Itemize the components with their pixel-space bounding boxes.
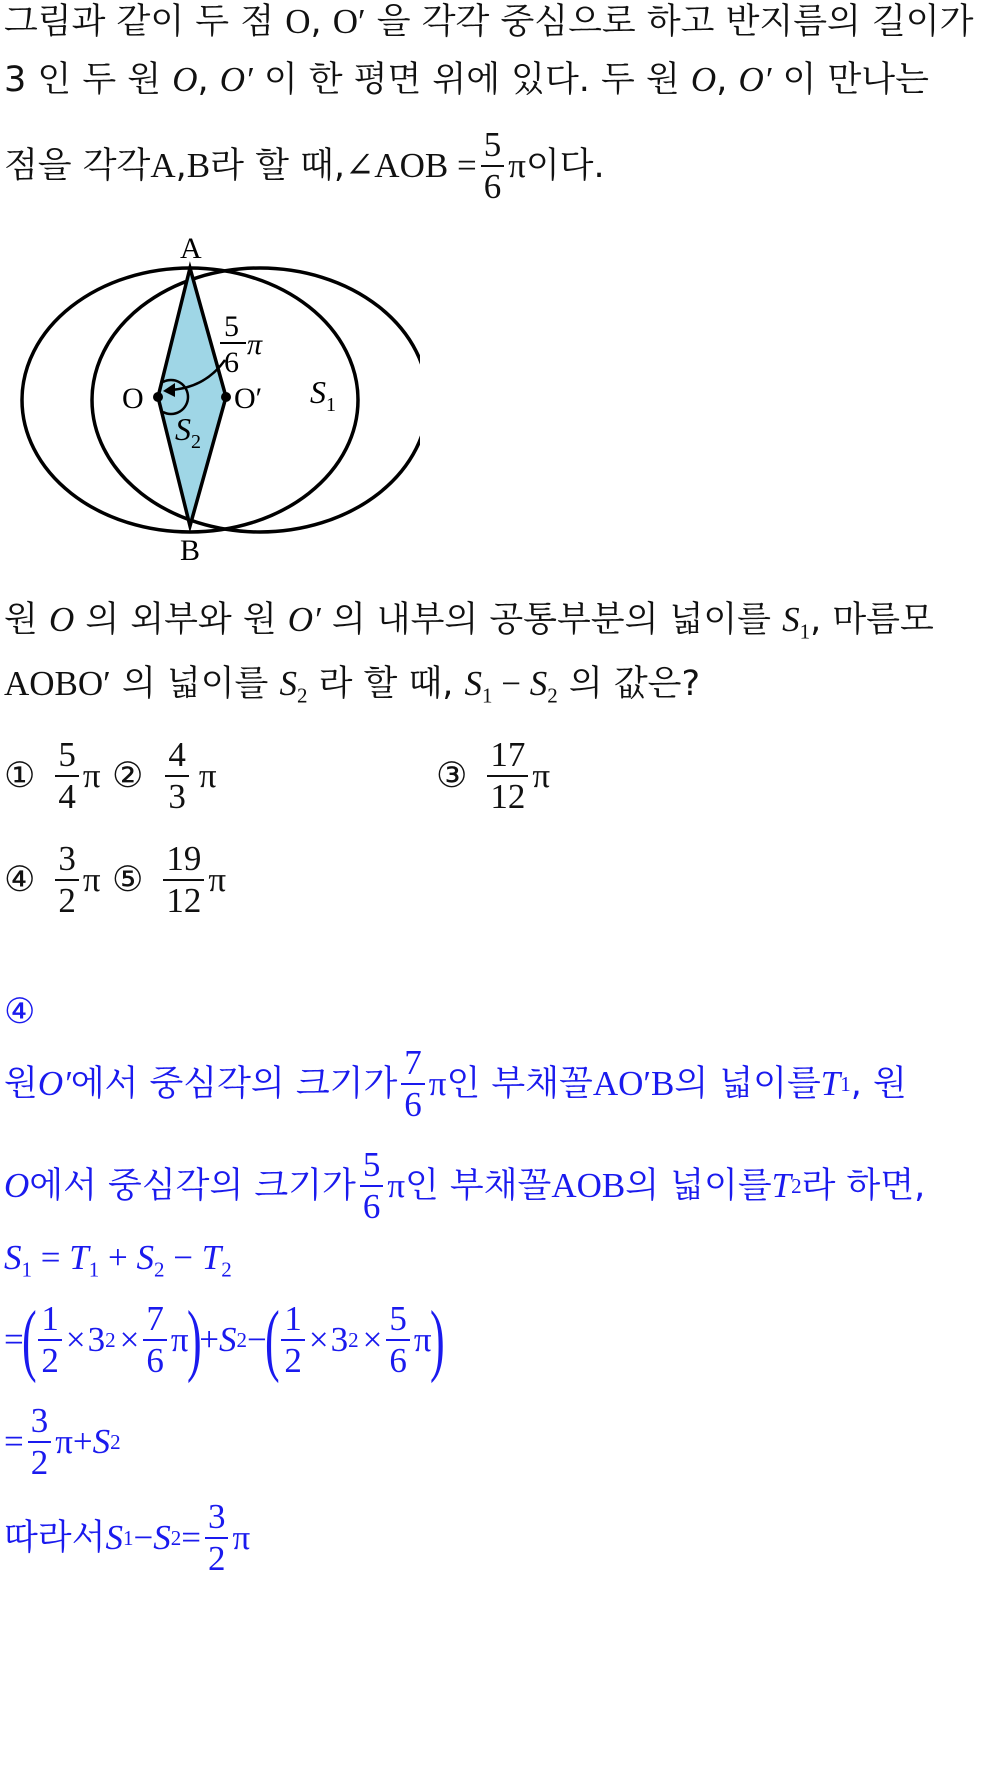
numerator: 3 — [205, 1497, 229, 1539]
pi-symbol: π — [198, 756, 217, 795]
plus-sign: + — [99, 1238, 137, 1277]
denominator: 2 — [284, 1341, 302, 1380]
fraction-1-2 — [38, 1299, 62, 1381]
numerator: 7 — [401, 1043, 425, 1085]
base: 3 — [87, 1320, 106, 1359]
circle-o-label: O — [690, 60, 717, 99]
subscript: 2 — [547, 683, 558, 708]
equals-sign: = — [32, 1238, 70, 1277]
choice-4[interactable] — [4, 836, 101, 924]
label-o: O — [122, 382, 144, 415]
text: 라 할 때, — [210, 146, 345, 186]
solution-line-5: = $\frac{3}{2}$ π + S 2 — [4, 1401, 121, 1482]
circle-o-prime-label: O′ — [37, 1064, 71, 1103]
choice-marker: ③ — [436, 756, 468, 796]
angle-label-denominator: 6 — [224, 346, 239, 379]
s2-letter: S — [175, 411, 191, 447]
text: 라 할 때, — [307, 664, 465, 704]
fraction-3-2 — [205, 1497, 229, 1579]
point-o — [153, 392, 163, 402]
angle-aob-expression: ∠AOB = — [344, 146, 477, 185]
text: 인 부채꼴 — [405, 1166, 552, 1206]
text: 이 만나는 — [771, 60, 929, 100]
fraction-7-6 — [143, 1299, 167, 1381]
point-a-label: A — [150, 146, 176, 185]
times-sign: × — [119, 1320, 140, 1359]
minus-sign: − — [164, 1238, 202, 1277]
equals-sign: = — [4, 1320, 24, 1359]
pi-symbol: π — [55, 1422, 73, 1461]
s-symbol: S — [279, 664, 297, 703]
circle-o-label: O — [172, 60, 198, 99]
fraction-5-6 — [360, 1145, 384, 1227]
equals-sign: = — [181, 1518, 201, 1557]
fraction — [487, 735, 528, 817]
base: 3 — [330, 1320, 349, 1359]
numerator: 19 — [163, 839, 204, 881]
fraction — [165, 735, 189, 817]
rhombus-s2 — [158, 268, 226, 526]
times-sign: × — [65, 1320, 86, 1359]
fraction-5-6 — [481, 125, 505, 207]
fraction-1-2 — [281, 1299, 305, 1381]
right-paren: ) — [186, 1296, 202, 1384]
text: 라 하면, — [801, 1166, 926, 1206]
t-symbol: T — [69, 1238, 89, 1277]
s2-subscript: 2 — [191, 431, 201, 453]
circle-o-prime-label: O′ — [738, 60, 772, 99]
angle-label-numerator: 5 — [224, 310, 239, 343]
label-s1 — [310, 374, 336, 416]
denominator: 2 — [207, 1539, 226, 1578]
denominator: 6 — [404, 1085, 422, 1124]
solution-line-3 — [4, 1236, 232, 1280]
question-line-2 — [4, 662, 700, 706]
t-symbol: T — [820, 1064, 841, 1103]
text: 의 값은? — [557, 664, 701, 704]
subscript: 2 — [221, 1257, 232, 1282]
s-symbol: S — [105, 1518, 123, 1557]
numerator: 1 — [38, 1299, 62, 1341]
choice-2[interactable] — [112, 732, 217, 820]
pi-symbol: π — [82, 860, 101, 899]
text: 이다. — [525, 146, 605, 186]
pi-symbol: π — [82, 756, 101, 795]
text: , 마름모 — [810, 600, 934, 640]
numerator: 5 — [386, 1299, 410, 1341]
text: , 원 — [850, 1064, 907, 1104]
choice-marker: ⑤ — [112, 860, 144, 900]
subscript: 2 — [153, 1257, 165, 1282]
s1-letter: S — [310, 374, 326, 410]
denominator: 6 — [389, 1341, 407, 1380]
text: 을 각각 중심으로 하고 반지름의 길이가 — [365, 2, 974, 42]
text: , — [310, 2, 333, 42]
numerator: 7 — [143, 1299, 167, 1341]
s-symbol: S — [92, 1422, 111, 1461]
minus-sign: − — [492, 664, 530, 703]
point-o-prime-label: O′ — [332, 2, 366, 41]
t-symbol: T — [771, 1166, 792, 1205]
text: 의 넓이를 — [625, 1166, 772, 1206]
fraction — [55, 735, 79, 817]
text: 의 넓이를 — [110, 664, 280, 704]
numerator: 3 — [28, 1401, 52, 1443]
problem-line-2 — [4, 58, 929, 102]
pi-symbol: π — [428, 1064, 447, 1103]
times-sign: × — [308, 1320, 329, 1359]
denominator: 12 — [490, 777, 526, 816]
plus-sign: + — [72, 1422, 93, 1461]
choice-marker: ① — [4, 756, 36, 796]
pi-symbol: π — [170, 1320, 189, 1359]
denominator: 3 — [168, 777, 186, 816]
minus-sign: − — [133, 1518, 154, 1557]
numerator: 17 — [487, 735, 528, 777]
right-paren: ) — [429, 1296, 445, 1384]
geometry-figure — [0, 232, 420, 642]
solution-line-2: O 에서 중심각의 크기가 $\frac{5}{6}$ π 인 부채꼴 AOB 의 넓이를 T 2 라 하면, — [4, 1145, 926, 1226]
numerator: 5 — [55, 735, 79, 777]
point-o-label: O — [285, 2, 311, 41]
text: 그림과 같이 두 점 — [4, 2, 286, 42]
pi-symbol: π — [413, 1320, 432, 1359]
text: 에서 중심각의 크기가 — [29, 1166, 356, 1206]
text: 따라서 — [4, 1518, 106, 1558]
pi-symbol: π — [508, 146, 526, 185]
s-symbol: S — [464, 664, 483, 703]
text: 의 외부와 원 — [74, 600, 288, 640]
denominator: 12 — [166, 881, 202, 920]
s-symbol: S — [529, 664, 548, 703]
numerator: 4 — [165, 735, 189, 777]
s-symbol: S — [153, 1518, 171, 1557]
numerator: 1 — [281, 1299, 305, 1341]
text: 원 — [4, 1064, 38, 1104]
problem-line-1 — [4, 0, 973, 44]
problem-line-3 — [4, 118, 605, 214]
text: , — [175, 146, 187, 186]
s-symbol: S — [136, 1238, 154, 1277]
circle-o-label: O — [48, 600, 75, 639]
label-o-prime: O′ — [234, 382, 263, 415]
fraction — [55, 839, 79, 921]
choice-marker: ② — [112, 756, 144, 796]
text: 의 내부의 공통부분의 넓이를 — [320, 600, 783, 640]
choice-3[interactable] — [436, 732, 550, 820]
choice-marker: ④ — [4, 860, 36, 900]
fraction-5-6 — [386, 1299, 410, 1381]
denominator: 2 — [41, 1341, 59, 1380]
text: , — [716, 60, 739, 100]
question-line-1 — [4, 598, 934, 642]
times-sign: × — [362, 1320, 383, 1359]
s-symbol: S — [4, 1238, 22, 1277]
text: 의 넓이를 — [674, 1064, 821, 1104]
subscript: 1 — [21, 1257, 32, 1282]
subscript: 2 — [296, 683, 308, 708]
numerator: 5 — [481, 125, 505, 167]
pi-symbol: π — [387, 1166, 405, 1205]
subscript: 1 — [799, 619, 811, 644]
choice-1[interactable] — [4, 732, 101, 820]
rhombus-label: AOBO′ — [4, 664, 111, 703]
text: 3 인 두 원 — [4, 60, 173, 100]
text: 점을 각각 — [4, 146, 151, 186]
text: 원 — [4, 600, 49, 640]
circle-o-prime-label: O′ — [287, 600, 321, 639]
answer-marker: ④ — [4, 992, 36, 1032]
subscript: 1 — [88, 1257, 100, 1282]
answer — [4, 990, 35, 1034]
fraction — [163, 839, 204, 921]
solution-conclusion: 따라서 S 1 − S 2 = $\frac{3}{2}$ π — [4, 1497, 251, 1578]
left-paren: ( — [21, 1296, 37, 1384]
solution-line-4: = ( $\frac{1}{2}$ × 3 2 × $\frac{7}{6}$ π ) + S 2 − ( $\frac{1}{2}$ × 3 2 × $\frac{5}{6}$ π ) — [4, 1296, 445, 1384]
text: 에서 중심각의 크기가 — [70, 1064, 398, 1104]
pi-symbol: π — [208, 860, 227, 899]
plus-sign: + — [199, 1320, 219, 1359]
fraction-7-6 — [401, 1043, 425, 1125]
fraction-3-2 — [28, 1401, 52, 1483]
text: 인 부채꼴 — [446, 1064, 593, 1104]
denominator: 6 — [146, 1341, 164, 1380]
label-a: A — [180, 232, 202, 265]
t-symbol: T — [201, 1238, 222, 1277]
denominator: 4 — [58, 777, 76, 816]
denominator: 6 — [483, 167, 502, 206]
circle-o-prime-label: O′ — [219, 60, 253, 99]
text: , — [197, 60, 220, 100]
numerator: 3 — [55, 839, 79, 881]
denominator: 2 — [58, 881, 76, 920]
denominator: 2 — [30, 1443, 49, 1482]
choice-5[interactable] — [112, 836, 226, 924]
left-paren: ( — [264, 1296, 280, 1384]
point-b-label: B — [186, 146, 211, 185]
label-b: B — [180, 534, 201, 567]
subscript: 1 — [482, 683, 493, 708]
numerator: 5 — [360, 1145, 384, 1187]
sector-label: AOB — [551, 1166, 626, 1205]
pi-symbol: π — [232, 1518, 251, 1557]
sector-label: AO′B — [592, 1064, 675, 1103]
equals-sign: = — [4, 1422, 24, 1461]
circle-o-label: O — [4, 1166, 30, 1205]
text: 이 한 평면 위에 있다. 두 원 — [252, 60, 691, 100]
s-symbol: S — [218, 1320, 237, 1359]
pi-symbol: π — [532, 756, 551, 795]
angle-label-pi: π — [247, 328, 263, 361]
s-symbol: S — [782, 600, 800, 639]
minus-sign: − — [246, 1320, 267, 1359]
denominator: 6 — [362, 1187, 381, 1226]
s1-subscript: 1 — [326, 394, 336, 416]
solution-line-1: 원 O′ 에서 중심각의 크기가 $\frac{7}{6}$ π 인 부채꼴 AO′B 의 넓이를 T 1 , 원 — [4, 1043, 907, 1124]
point-o-prime — [221, 392, 231, 402]
